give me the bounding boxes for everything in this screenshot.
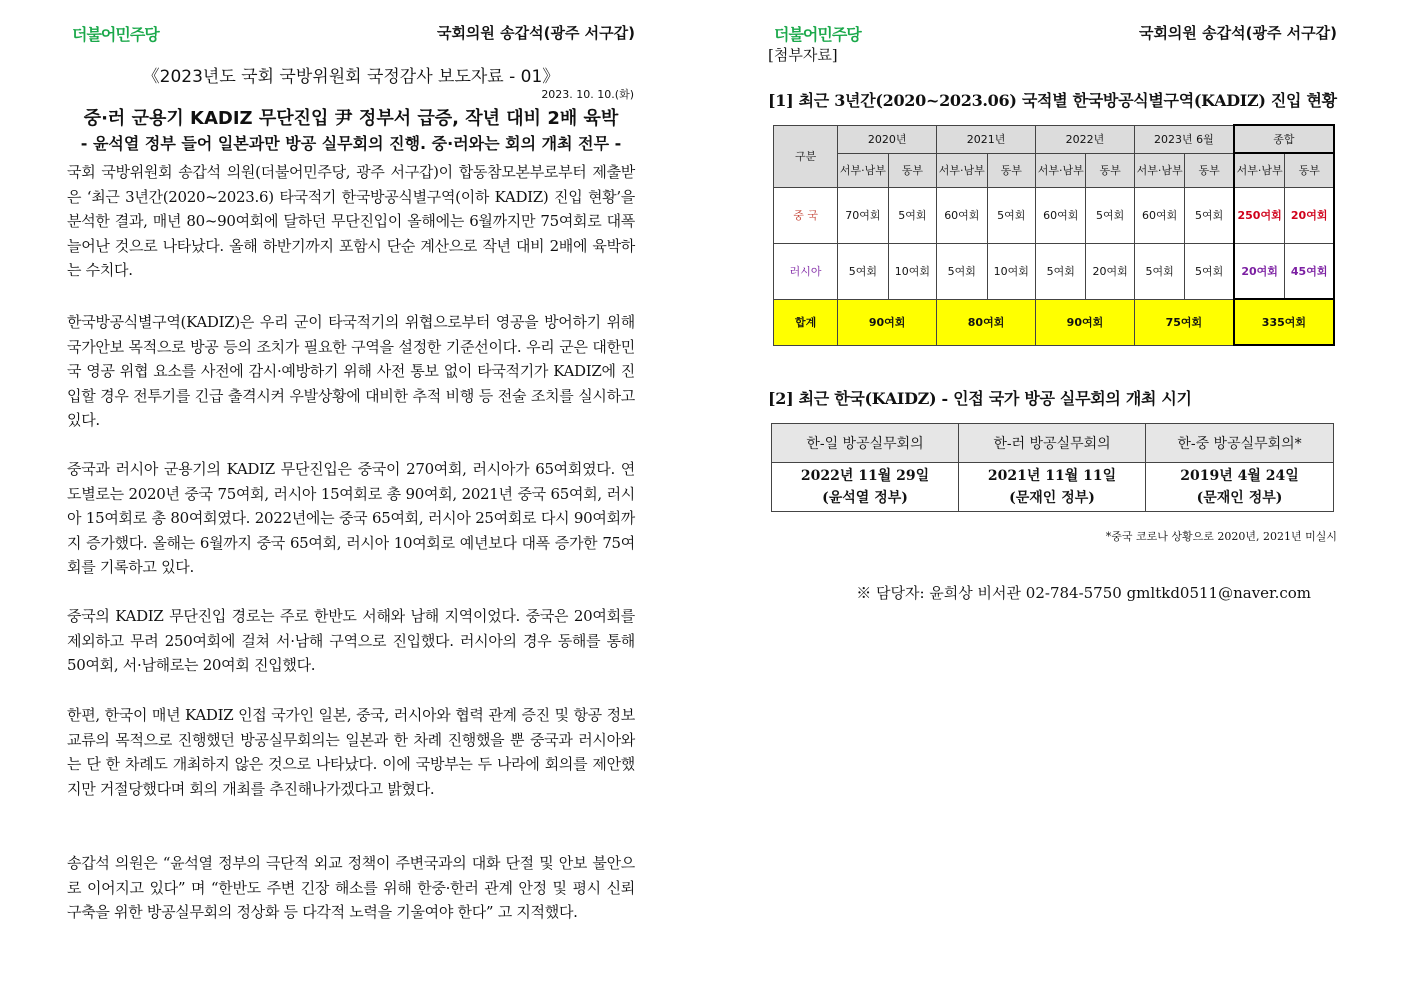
section-title: [2] 최근 한국(KAIDZ) - 인접 국가 방공 실무회의 개최 시기	[768, 389, 1192, 408]
meeting-cell	[959, 463, 1146, 512]
paragraph: 한국방공식별구역(KADIZ)은 우리 군이 타국적기의 위협으로부터 영공을 방어하기 위해 국가안보 목적으로 방공 등의 조치가 필요한 구역을 설정한 기준선이다. 우리 군은 대한민국 영공 위협 요소를 사전에 감시·예방하기 위해 사전 통보 없이 타국적기가 KADIZ에 진입할 경우 전투기를 긴급 출격시켜 우발상황에 대비한 추적 비행 등 전술 조치를 실시하고 있다.	[67, 313, 635, 430]
table-header: 한-중 방공실무회의*	[1146, 424, 1334, 463]
table-cell: 5여회	[1036, 243, 1086, 299]
table-cell: 60여회	[1134, 187, 1184, 243]
meeting-date: 2019년 4월 24일	[1180, 468, 1299, 484]
table-cell: 5여회	[838, 243, 888, 299]
table-cell: 5여회	[937, 243, 987, 299]
row-label: 러시아	[774, 243, 838, 299]
table-cell: 60여회	[937, 187, 987, 243]
table-cell: 5여회	[1086, 187, 1134, 243]
table-cell: 10여회	[888, 243, 936, 299]
table-cell: 45여회	[1285, 243, 1334, 299]
meeting-table	[771, 423, 1334, 512]
table-header: 구분	[774, 125, 838, 187]
meeting-gov: (문재인 정부)	[1009, 490, 1095, 506]
table-header: 2022년	[1036, 125, 1135, 153]
meeting-gov: (문재인 정부)	[1196, 490, 1283, 506]
table-cell: 20여회	[1234, 243, 1285, 299]
table-subheader: 동부	[987, 153, 1035, 187]
table-cell: 60여회	[1036, 187, 1086, 243]
total-cell: 335여회	[1234, 299, 1334, 345]
table-cell: 250여회	[1234, 187, 1285, 243]
table-cell: 5여회	[987, 187, 1035, 243]
attachment-page	[702, 0, 1403, 992]
meeting-cell	[1146, 463, 1334, 512]
section-title: [1] 최근 3년간(2020~2023.06) 국적별 한국방공식별구역(KADIZ) 진입 현황	[768, 91, 1337, 110]
total-cell: 80여회	[937, 299, 1036, 345]
paragraph: 국회 국방위원회 송갑석 의원(더불어민주당, 광주 서구갑)이 합동참모본부로부터 제출받은 ‘최근 3년간(2020~2023.6) 타국적기 한국방공식별구역(이하 KADIZ) 진입 현황’을 분석한 결과, 매년 80~90여회에 달하던 무단진입이 올해에는 6월까지만 75여회로 대폭 늘어난 것으로 나타났다. 올해 하반기까지 포함시 단순 계산으로 작년 대비 2배에 육박하는 수치다.	[67, 163, 635, 280]
table-row	[772, 463, 1334, 512]
table-subheader: 서부·남부	[937, 153, 987, 187]
paragraph: 송갑석 의원은 “윤석열 정부의 극단적 외교 정책이 주변국과의 대화 단절 및 안보 불안으로 이어지고 있다” 며 “한반도 주변 긴장 해소를 위해 한중·한러 관계 안정 및 평시 신뢰 구축을 위한 방공실무회의 정상화 등 다각적 노력을 기울여야 한다” 고 지적했다.	[67, 854, 635, 922]
paragraph: 한편, 한국이 매년 KADIZ 인접 국가인 일본, 중국, 러시아와 협력 관계 증진 및 항공 정보 교류의 목적으로 진행했던 방공실무회의는 일본과 한 차례 진행했을 뿐 중국과 러시아와는 단 한 차례도 개최하지 않은 것으로 나타났다. 이에 국방부는 두 나라에 회의를 제안했지만 거절당했다며 회의 개최를 추진해나가겠다고 밝혔다.	[67, 706, 635, 798]
table-subheader: 서부·남부	[838, 153, 888, 187]
table-header: 2023년 6월	[1134, 125, 1233, 153]
meeting-cell	[772, 463, 959, 512]
table-cell: 10여회	[987, 243, 1035, 299]
table-cell: 20여회	[1285, 187, 1334, 243]
member-name: 국회의원 송갑석(광주 서구갑)	[1138, 24, 1337, 42]
attachment-label: [첨부자료]	[768, 46, 838, 64]
table-subheader: 동부	[1285, 153, 1334, 187]
table-header: 2021년	[937, 125, 1036, 153]
member-name: 국회의원 송갑석(광주 서구갑)	[436, 24, 635, 42]
table-header: 종합	[1234, 125, 1334, 153]
footnote: *중국 코로나 상황으로 2020년, 2021년 미실시	[1105, 530, 1337, 543]
meeting-date: 2021년 11월 11일	[987, 468, 1117, 484]
table-cell: 5여회	[1185, 187, 1234, 243]
kadiz-entry-table	[773, 124, 1335, 346]
table-cell: 5여회	[1134, 243, 1184, 299]
table-subheader: 서부·남부	[1234, 153, 1285, 187]
meeting-date: 2022년 11월 29일	[800, 468, 930, 484]
table-header: 한-일 방공실무회의	[772, 424, 959, 463]
paragraph: 중국의 KADIZ 무단진입 경로는 주로 한반도 서해와 남해 지역이었다. 중국은 20여회를 제외하고 무려 250여회에 걸쳐 서·남해 구역으로 진입했다. 러시아의 경우 동해를 통해 50여회, 서·남해로는 20여회 진입했다.	[67, 607, 635, 675]
table-header: 2020년	[838, 125, 937, 153]
table-cell: 20여회	[1086, 243, 1134, 299]
total-cell: 75여회	[1134, 299, 1233, 345]
table-subheader: 동부	[888, 153, 936, 187]
table-subheader: 서부·남부	[1134, 153, 1184, 187]
table-cell: 5여회	[888, 187, 936, 243]
total-cell: 90여회	[838, 299, 937, 345]
party-logo: 더불어민주당	[72, 25, 159, 44]
paragraph: 중국과 러시아 군용기의 KADIZ 무단진입은 중국이 270여회, 러시아가 65여회였다. 연도별로는 2020년 중국 75여회, 러시아 15여회로 총 90여회, 2021년 중국 65여회, 러시아 15여회로 총 80여회였다. 2022년에는 중국 65여회, 러시아 25여회로 다시 90여회까지 증가했다. 올해는 6월까지 중국 65여회, 러시아 10여회로 예년보다 대폭 증가한 75여회를 기록하고 있다.	[67, 460, 635, 577]
table-cell: 5여회	[1185, 243, 1234, 299]
document-title: 《2023년도 국회 국방위원회 국정감사 보도자료 - 01》	[142, 67, 560, 87]
table-row	[774, 187, 1335, 243]
table-total-row	[774, 299, 1335, 345]
party-logo: 더불어민주당	[774, 25, 861, 44]
total-cell: 90여회	[1036, 299, 1135, 345]
release-date: 2023. 10. 10.(화)	[541, 88, 634, 101]
row-label: 합계	[774, 299, 838, 345]
table-subheader: 서부·남부	[1036, 153, 1086, 187]
table-cell: 70여회	[838, 187, 888, 243]
meeting-gov: (윤석열 정부)	[822, 490, 908, 506]
table-header: 한-러 방공실무회의	[959, 424, 1146, 463]
headline: 중·러 군용기 KADIZ 무단진입 尹 정부서 급증, 작년 대비 2배 육박	[83, 108, 619, 129]
subheadline: - 윤석열 정부 들어 일본과만 방공 실무회의 진행. 중·러와는 회의 개최 전무 -	[80, 134, 622, 153]
contact-info: ※ 담당자: 윤희상 비서관 02-784-5750 gmltkd0511@naver.com	[856, 584, 1311, 602]
table-subheader: 동부	[1185, 153, 1234, 187]
table-subheader: 동부	[1086, 153, 1134, 187]
table-row	[774, 243, 1335, 299]
row-label: 중 국	[774, 187, 838, 243]
